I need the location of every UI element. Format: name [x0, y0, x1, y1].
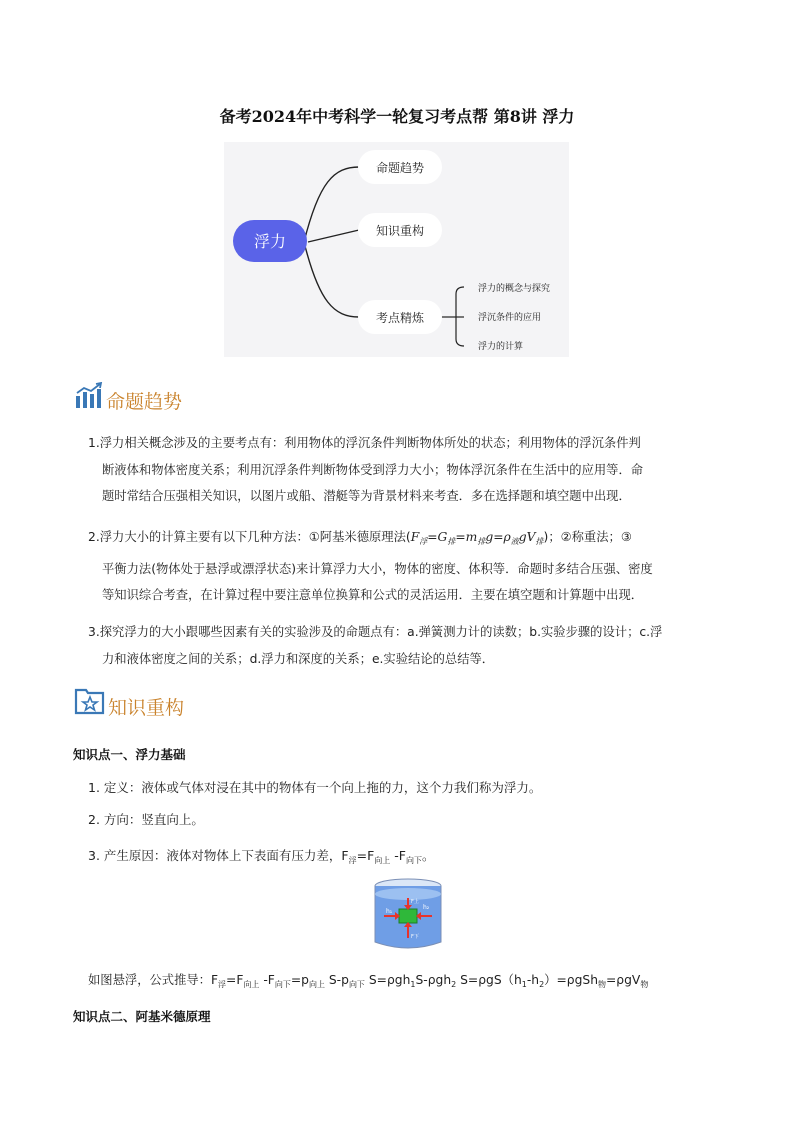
section-trend-title: 命题趋势: [106, 391, 183, 413]
mindmap-sub-3: 浮力的计算: [478, 342, 524, 352]
mind-map: [224, 142, 569, 357]
kp1-item-2: 2. 方向：竖直向上。: [88, 812, 204, 827]
knowledge-point-2-heading: 知识点二、阿基米德原理: [73, 1009, 211, 1024]
diagram-label-f-up: F上: [411, 899, 419, 905]
trend-item-3: 3.探究浮力的大小跟哪些因素有关的实验涉及的命题点有：a.弹簧测力计的读数；b.实验步骤的设计；c.浮 力和液体密度之间的关系；d.浮力和深度的关系；e.实验结论的总结等．: [88, 625, 663, 666]
knowledge-point-1-heading: 知识点一、浮力基础: [73, 747, 186, 762]
section-knowledge-header: [74, 686, 184, 720]
diagram-label-f-down: F下: [411, 934, 419, 940]
page-title: 备考2024年中考科学一轮复习考点帮 第8讲 浮力: [219, 107, 575, 126]
mindmap-branch-knowledge: 知识重构: [375, 224, 425, 238]
section-trend-header: [74, 380, 182, 414]
mindmap-sub-2: 浮沉条件的应用: [478, 313, 542, 323]
diagram-label-h1: h₁: [386, 908, 393, 915]
folder-star-icon: [74, 684, 106, 720]
mindmap-sub-1: 浮力的概念与探究: [478, 284, 551, 294]
kp1-item-3: 3. 产生原因：液体对物体上下表面有压力差，$F_浮=F_{向上}$ $-F_{向下}$。: [88, 848, 435, 865]
mindmap-branch-trend: 命题趋势: [375, 161, 425, 175]
diagram-label-h2: h₂: [423, 904, 430, 911]
mindmap-center: 浮力: [253, 232, 287, 251]
mindmap-branch-practice: 考点精炼: [375, 311, 425, 325]
buoyancy-beaker-diagram: [372, 876, 444, 954]
kp1-item-1: 1. 定义：液体或气体对浸在其中的物体有一个向上拖的力，这个力我们称为浮力。: [88, 780, 542, 795]
section-knowledge-title: 知识重构: [108, 697, 185, 719]
buoyancy-derivation-formula: 如图悬浮，公式推导：$F_浮=F_{向上}$ $-F_{向下}=p_{向上}$ $S-p_{向下}$ S=ρgh$_1$S-ρgh$_2$ $S=\rho gS(h_1-h_2)=\rho gSh_物=\rho gV_物$: [88, 973, 649, 989]
bar-chart-icon: [74, 382, 104, 414]
trend-item-2: 2.浮力大小的计算主要有以下几种方法：①阿基米德原理法$(F_浮=G_排=m_排g=\rho_液gV_排)$；②称重法；③ 平衡力法(物体处于悬浮或漂浮状态)来计算浮力大小，物体的密度、体积等．命题时多结合压强、密度 等知识综合考查，在计算过程中要注意单位换算和公式的灵活运用．主要在填空题和计算题中出现．: [88, 530, 653, 602]
trend-item-1: 1.浮力相关概念涉及的主要考点有：利用物体的浮沉条件判断物体所处的状态；利用物体的浮沉条件判 断液体和物体密度关系；利用沉浮条件判断物体受到浮力大小；物体浮沉条件在生活中的应用等．命 题时常结合压强相关知识，以图片或船、潜艇等为背景材料来考查．多在选择题和填空题中出现．: [88, 436, 644, 503]
